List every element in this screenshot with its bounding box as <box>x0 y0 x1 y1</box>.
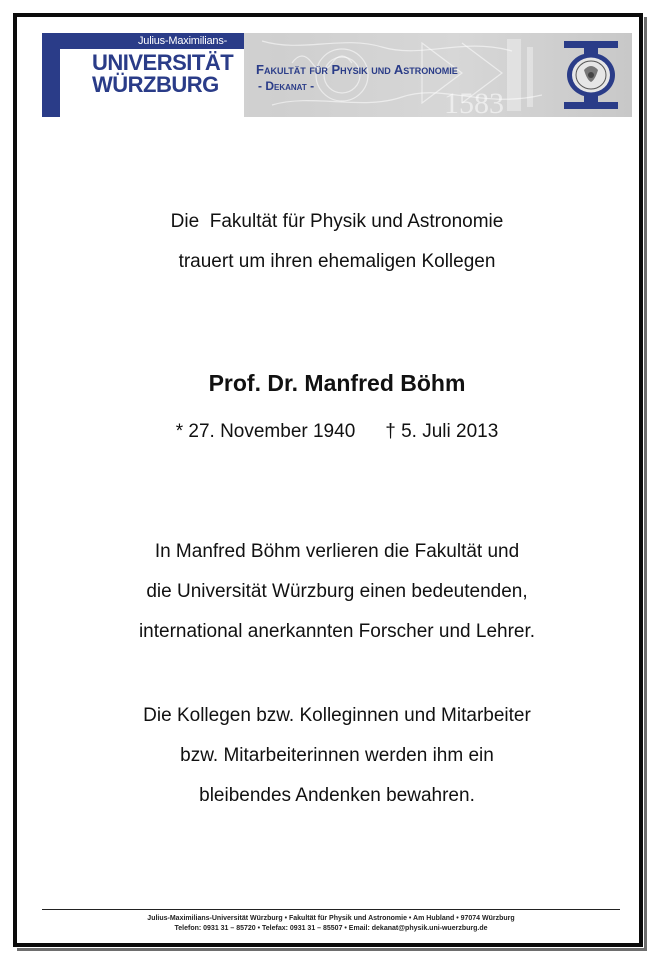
tribute-2-line-3: bleibendes Andenken bewahren. <box>199 785 475 806</box>
intro-line-1: Die Fakultät für Physik und Astronomie <box>170 211 504 232</box>
university-logo <box>42 33 244 117</box>
intro-text <box>42 202 632 282</box>
intro-line-2: trauert um ihren ehemaligen Kollegen <box>178 251 496 272</box>
footer-divider <box>42 909 620 910</box>
tribute-2-line-2: bzw. Mitarbeiterinnen werden ihm ein <box>180 745 494 766</box>
death-date: † 5. Juli 2013 <box>385 421 499 442</box>
logo-line-wuerzburg: WÜRZBURG <box>92 72 219 97</box>
footer-address: Julius-Maximilians-Universität Würzburg • Fakultät für Physik und Astronomie • Am Hubland • 97074 Würzburg <box>147 915 515 922</box>
logo-line-universitaet: UNIVERSITÄT <box>92 50 234 75</box>
faculty-title: Fakultät für Physik und Astronomie <box>256 62 458 77</box>
footer-contact: Telefon: 0931 31 – 85720 • Telefax: 0931 31 – 85507 • Email: dekanat@physik.uni-wuerzburg.de <box>174 925 488 932</box>
life-dates <box>42 421 632 443</box>
tribute-1-line-3: international anerkannten Forscher und Lehrer. <box>138 621 536 642</box>
deceased-name: Prof. Dr. Manfred Böhm <box>208 370 466 396</box>
tribute-paragraph-1 <box>42 532 632 652</box>
tribute-paragraph-2 <box>42 696 632 816</box>
tribute-1-line-1: In Manfred Böhm verlieren die Fakultät und <box>154 541 520 562</box>
letterhead <box>42 33 632 117</box>
tribute-1-line-2: die Universität Würzburg einen bedeutenden, <box>146 581 528 602</box>
tribute-2-line-1: Die Kollegen bzw. Kolleginnen und Mitarbeiter <box>143 705 531 726</box>
birth-date: * 27. November 1940 <box>175 421 356 442</box>
university-seal-icon <box>560 38 622 112</box>
header-background-numerals: 1583 <box>444 87 504 117</box>
faculty-dekanat: - Dekanat - <box>258 79 315 93</box>
logo-small-line: Julius-Maximilians- <box>138 35 228 47</box>
